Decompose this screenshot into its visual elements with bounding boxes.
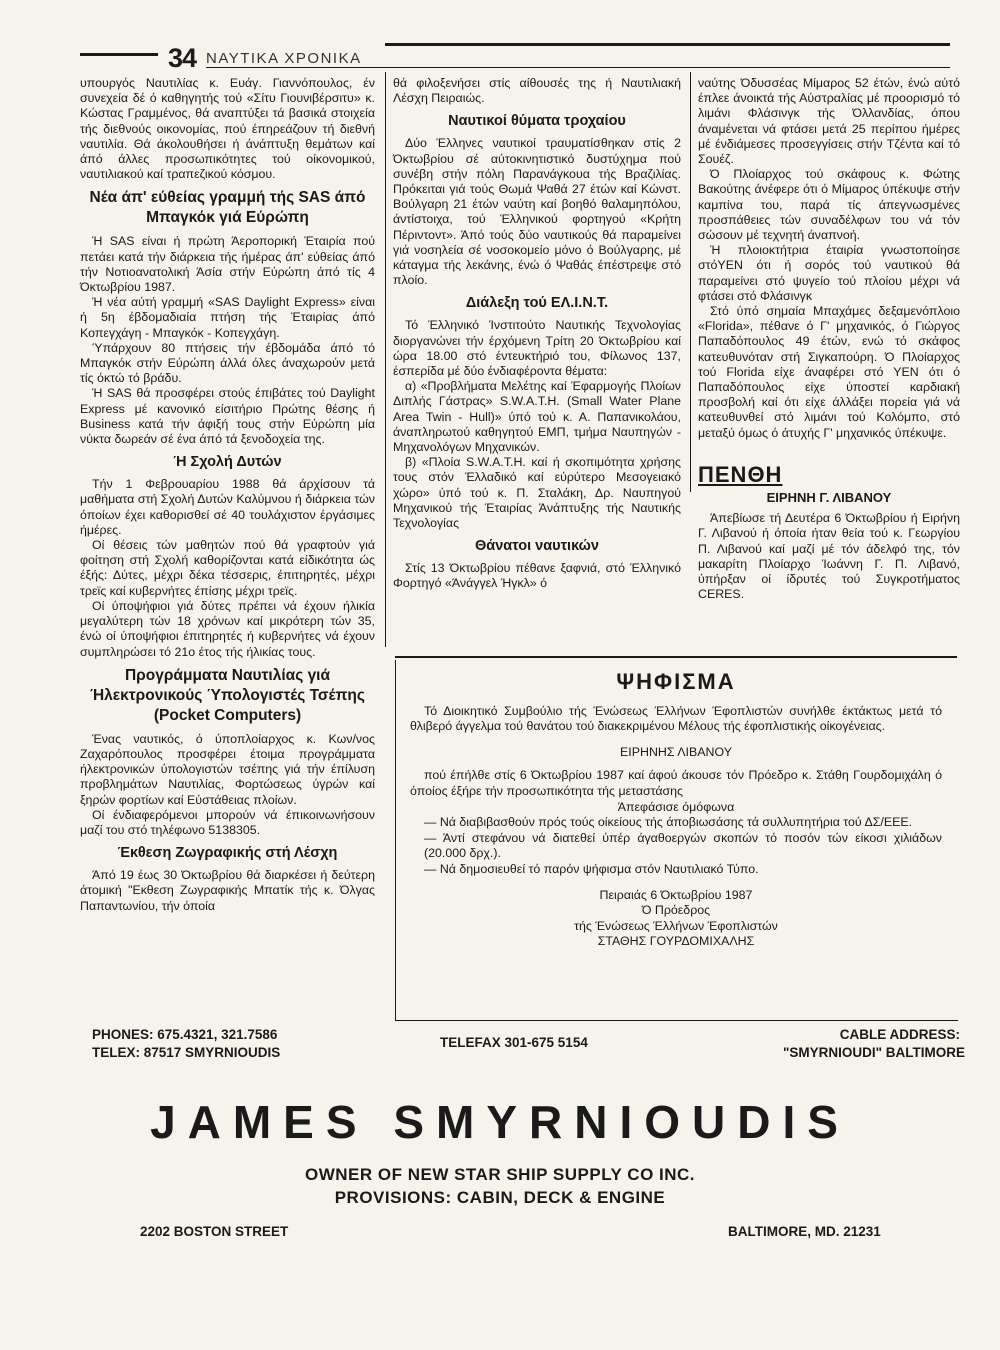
- sas-paragraph-4: Ή SAS θά προσφέρει στούς έπιβάτες τού Daylight Express μέ κανονικό είσιτήριο Πρώτης θέσης ή Business κατά τήν άφιξή τους στήν Εύρώπη μία νύκτα δωρεάν σέ ένα άπό τά ξενοδοχεία της.: [80, 386, 375, 447]
- seamen-deaths-paragraph: Στίς 13 Όκτωβρίου πέθανε ξαφνιά, στό Έλληνικό Φορτηγό «Άνάγγελ Ήγκλ» ό: [393, 561, 681, 591]
- resolution-decided: Άπεφάσισε όμόφωνα: [617, 799, 735, 814]
- page-number: 34: [168, 43, 197, 73]
- resolution-paragraph-2: πού έπήλθε στίς 6 Όκτωβρίου 1987 καί άφού άκουσε τόν Πρόεδρο κ. Στάθη Γουρδομιχάλη ό όποίος έξήρε τήν προσωπικότητα τής μεταστάσης: [410, 768, 942, 798]
- obituary-name: ΕΙΡΗΝΗ Γ. ΛΙΒΑΝΟΥ: [766, 490, 892, 506]
- divers-paragraph-3: Οί ύποψήφιοι γιά δύτες πρέπει νά έχουν ήλικία μεγαλύτερη τών 18 χρόνων καί μικρότερη τών 35, ένώ οί ύποψήφιοι έπιτηρητές ή κυβερνήτες νά έχουν συμπληρώσει τό 21ο έτος τής ήλικίας τους.: [80, 598, 375, 659]
- lecture-paragraph: Τό Έλληνικό Ίνστιτούτο Ναυτικής Τεχνολογίας διοργανώνει τήν έρχόμενη Τρίτη 20 Όκτωβρίου καί ώρα 18.00 στό έντευκτήριό του, Φίλωνος 137, έσπερίδα μέ δύο ένδιαφέροντα θέματα:: [393, 318, 681, 379]
- lecture-item-a: α) «Προβλήματα Μελέτης καί Έφαρμογής Πλοίων Διπλής Γάστρας» S.W.A.T.H. (Small Water Plane Area Twin - Hull)» ύπό τού κ. Α. Παπανικολάου, άναπληρωτού καθηγητού ΕΜΠ, τμήμα Ναυπηγών - Μηχανολόγων Μηχανικών.: [393, 379, 681, 455]
- exhibition-headline: Έκθεση Ζωγραφικής στή Λέσχη: [117, 845, 338, 862]
- ad-cable-label: CABLE ADDRESS:: [839, 1027, 960, 1042]
- sas-paragraph-3: Ύπάρχουν 80 πτήσεις τήν έβδομάδα άπό τό Μπαγκόκ στήν Εύρώπη άλλά όλες άναχωρούν μετά τίς όκτώ τό βράδυ.: [80, 340, 375, 386]
- resolution-paragraph-1: Τό Διοικητικό Συμβούλιο τής Ένώσεως Έλλήνων Έφοπλιστών συνήλθε έκτάκτως μετά τό θλιβερό άγγελμα τού θανάτου τού διακεκριμένου Μέλους τής έφοπλιστικής οίκογένειας.: [410, 703, 942, 734]
- sas-headline: Νέα άπ' εύθείας γραμμή τής SAS άπό Μπαγκόκ γιά Εύρώπη: [89, 189, 366, 227]
- resolution-place-date: Πειραιάς 6 Όκτωβρίου 1987: [599, 887, 753, 902]
- ad-telex: TELEX: 87517 SMYRNIOUDIS: [92, 1045, 281, 1060]
- resolution-signature-name: ΣΤΑΘΗΣ ΓΟΥΡΔΟΜΙΧΑΛΗΣ: [597, 934, 755, 949]
- ad-street: 2202 BOSTON STREET: [140, 1224, 289, 1239]
- column-divider-2: [690, 72, 691, 492]
- obituary-paragraph: Άπεβίωσε τή Δευτέρα 6 Όκτωβρίου ή Ειρήνη Γ. Λιβανού ή όποία ήταν θεία τού κ. Γεωργίου Π. Λιβανού καί μαζί μέ τόν άδελφό της, τόν μακαρίτη Πλοίαρχο Ίωάννη Γ. Π. Λιβανό, ύπήρξαν οί ίδρυτές τού Συγκροτήματος CERES.: [698, 511, 960, 602]
- resolution-signature-title: Ό Πρόεδρος: [641, 903, 711, 918]
- ad-phones: PHONES: 675.4321, 321.7586: [92, 1027, 278, 1042]
- ad-owner-line: OWNER OF NEW STAR SHIP SUPPLY CO INC.: [304, 1165, 696, 1184]
- resolution-item-3: — Νά δημοσιευθεί τό παρόν ψήφισμα στόν Ναυτιλιακό Τύπο.: [424, 861, 759, 876]
- col3-paragraph-4: Στό ύπό σημαία Μπαχάμες δεξαμενόπλοιο «Florida», πέθανε ό Γ' μηχανικός, ό Γιώργος Παπαδόπουλος 49 έτών, ενώ τό σκάφος κατευθυνόταν στή Σιγκαπούρη. Ό Πλοίαρχος τού Florida είχε άναφέρει στό ΥΕΝ ότι ό Παπαδόπουλος είχε ύποστεί καρδιακή προσβολή καί ότι είχε άλλάξει πορεία γιά νά κατευθυνθεί στό λιμάνι τού Κολόμπο, στό μεταξύ όμως ό άτυχής Γ' μηχανικός ύπέκυψε.: [698, 304, 960, 440]
- col3-paragraph-3: Ή πλοιοκτήτρια έταιρία γνωστοποίησε στόΥΕΝ ότι ή σορός τού ναυτικού θά παραμείνει στό ψυγείο τού πλοίου μέχρι νά φτάσει στό Φλάσινγκ: [698, 243, 960, 303]
- divers-school-headline: Ή Σχολή Δυτών: [173, 454, 282, 471]
- col2-continuation: θά φιλοξενήσει στίς αίθουσές της ή Ναυτιλιακή Λέσχη Πειραιώς.: [393, 76, 681, 106]
- pocket-paragraph-2: Οί ένδιαφερόμενοι μπορούν νά έπικοινωνήσουν μαζί του στό τηλέφωνο 5138305.: [80, 807, 375, 837]
- traffic-victims-headline: Ναυτικοί θύματα τροχαίου: [448, 113, 626, 130]
- resolution-item-1: — Νά διαβιβασθούν πρός τούς οίκείους τής άποβιωσάσης τά συλλυπητήρια τού ΔΣ/ΕΕΕ.: [424, 815, 913, 830]
- pocket-paragraph-1: Ένας ναυτικός, ό ύποπλοίαρχος κ. Κων/νος Ζαχαρόπουλος προσφέρει έτοιμα προγράμματα ήλεκτρονικών ύπολογιστών τσέπης γιά τήν έπίλυση προβλημάτων Ναυτιλίας, Φορτώσεως ύγρών καί ξηρών φορτίων καί Εύστάθειας πλοίων.: [80, 731, 375, 807]
- seamen-deaths-headline: Θάνατοι ναυτικών: [475, 538, 599, 555]
- header-rule-right: [385, 43, 950, 46]
- resolution-deceased-name: ΕΙΡΗΝΗΣ ΛΙΒΑΝΟΥ: [620, 744, 732, 759]
- publication-name: ΝΑΥΤΙΚΑ ΧΡΟΝΙΚΑ: [206, 50, 362, 67]
- header-rule-thin: [206, 67, 950, 68]
- ad-company-name: JAMES SMYRNIOUDIS: [150, 1096, 850, 1148]
- sas-paragraph-1: Ή SAS είναι ή πρώτη Άεροπορική Έταιρία πού πετάει κατά τήν διάρκεια τής ήμέρας άπ' εύθείας άπό τήν Νοτιοανατολική Άσία στήν Εύρώπη άπό τίς 4 Όκτωβρίου 1987.: [80, 234, 375, 295]
- ad-city: BALTIMORE, MD. 21231: [728, 1224, 881, 1239]
- lecture-headline: Διάλεξη τού ΕΛ.Ι.Ν.Τ.: [465, 295, 609, 312]
- sas-paragraph-2: Ή νέα αύτή γραμμή «SAS Daylight Express» είναι ή 5η έβδομαδιαία πτήση τής Έταιρίας άπό Κοπεγχάγη - Μπαγκόκ - Κοπεγχάγη.: [80, 295, 375, 340]
- column-1: [80, 76, 375, 914]
- column-divider-1: [385, 72, 386, 647]
- col3-paragraph-2: Ό Πλοίαρχος τού σκάφους κ. Φώτης Βακούτης άνέφερε ότι ό Μίμαρος ύπέκυψε στήν καμπίνα του, παρά τίς άπεγνωσμένες προσπάθειες τών συναδέλφων του νά τόν σώσουν μέ τεχνητή άναπνοή.: [698, 167, 960, 243]
- exhibition-paragraph: Άπό 19 έως 30 Όκτωβρίου θά διαρκέσει ή δεύτερη άτομική "Εκθεση Ζωγραφικής Μπατίκ τής κ. Όλγας Παπαντωνίου, τήν όποία: [80, 868, 375, 913]
- column-2: [393, 76, 681, 592]
- header-rule-left: [80, 53, 158, 56]
- obituaries-headline: ΠΕΝΘΗ: [698, 461, 783, 487]
- col3-continuation: ναύτης Όδυσσέας Μίμαρος 52 έτών, ένώ αύτό έπλεε άνοικτά τής Αύστραλίας μέ προορισμό τό λιμάνι Φλάσινγκ τής Όλλανδίας, όπου άναμένεται νά φτάσει μετά 25 περίπου ήμέρες μέ ένδιάμεσες προσεγγίσεις στήν Τζέντα καί τό Σουέζ.: [698, 76, 960, 167]
- divers-paragraph-2: Οί θέσεις τών μαθητών πού θά γραφτούν γιά φοίτηση στή Σχολή καθορίζονται κατά είδικότητα ώς έξής: Δύτες, μέχρι δέκα τέσσερις, έπιτηρητές, μέχρι τρεϊς καί κυβερνήτες έπίσης μέχρι τρεϊς.: [80, 538, 375, 598]
- resolution: [410, 668, 942, 950]
- resolution-top-rule: [395, 656, 957, 658]
- ad-cable-address: "SMYRNIOUDI" BALTIMORE: [782, 1045, 965, 1060]
- divers-paragraph-1: Τήν 1 Φεβρουαρίου 1988 θά άρχίσουν τά μαθήματα στή Σχολή Δυτών Καλύμνου ή διάρκεια τών όποίων έχει καθορισθεί σέ 40 τουλάχιστον έργάσιμες ήμέρες.: [80, 477, 375, 537]
- ad-provisions-line: PROVISIONS: CABIN, DECK & ENGINE: [334, 1188, 666, 1207]
- resolution-title: ΨΗΦΙΣΜΑ: [616, 669, 736, 694]
- column-3: [698, 76, 960, 603]
- resolution-item-2: — Άντί στεφάνου νά διατεθεί ύπέρ άγαθοεργών σκοπών τό ποσόν τών είκοσι χιλιάδων (20.000 δρχ.).: [424, 830, 942, 861]
- lecture-item-b: β) «Πλοία S.W.A.T.H. καί ή σκοπιμότητα χρήσης τους στόν Έλλαδικό καί εύρύτερο Μεσογειακό χώρο» ύπό τού κ. Π. Σταλάκη, Δρ. Ναυπηγού Μηχανικού τής Έταιρίας Άνάπτυξης τής Ναυτικής Τεχνολογίας: [393, 455, 681, 531]
- resolution-signature-org: τής Ένώσεως Έλλήνων Έφοπλιστών: [574, 918, 778, 933]
- ad-telefax: TELEFAX 301-675 5154: [440, 1035, 588, 1050]
- traffic-victims-paragraph: Δύο Έλληνες ναυτικοί τραυματίσθηκαν στίς 2 Όκτωβρίου σέ αύτοκινητιστικό δυστύχημα πού συνέβη στήν πόλη Παρανάγκουα τής Βραζιλίας. Πρόκειται γιά τούς Θωμά Ψαθά 27 έτών καί Κώνστ. Βούλγαρη 21 έτών ναύτη καί βοηθό θαλαμηπόλου, άντίστοιχα, τού Έλληνικού φορτηγού «Κρήτη Πέριντοντ». Άπό τούς δύο ναυτικούς θά παραμείνει γιά νοσηλεία σέ νοσοκομείο μόνο ό Βούλγαρης, μέ κάταγμα τής λεκάνης, ένώ ό Ψαθάς έπέστρεψε στό πλοίο.: [393, 136, 681, 288]
- col1-intro: υπουργός Ναυτιλίας κ. Ευάγ. Γιαννόπουλος, έν συνεχεία δέ ό καθηγητής τού «Σίτυ Γιουνιβέρσιτυ» κ. Κώστας Γραμμένος, θά αναπτύξει τά βασικά στοιχεία τής διεθνούς οικονομίας, πού έπηρεάζουν τή διεθνή ναυτιλία. Θά άκολουθήσει ή άνάπτυξη θεμάτων καί άπό άλλες προσωπικότητες τού οίκονομικού, ναυτιλιακού καί τραπεζικού κόσμου.: [80, 76, 375, 182]
- pocket-computers-headline: Προγράμματα Ναυτιλίας γιά Ήλεκτρονικούς Ύπολογιστές Τσέπης (Pocket Computers): [90, 666, 365, 724]
